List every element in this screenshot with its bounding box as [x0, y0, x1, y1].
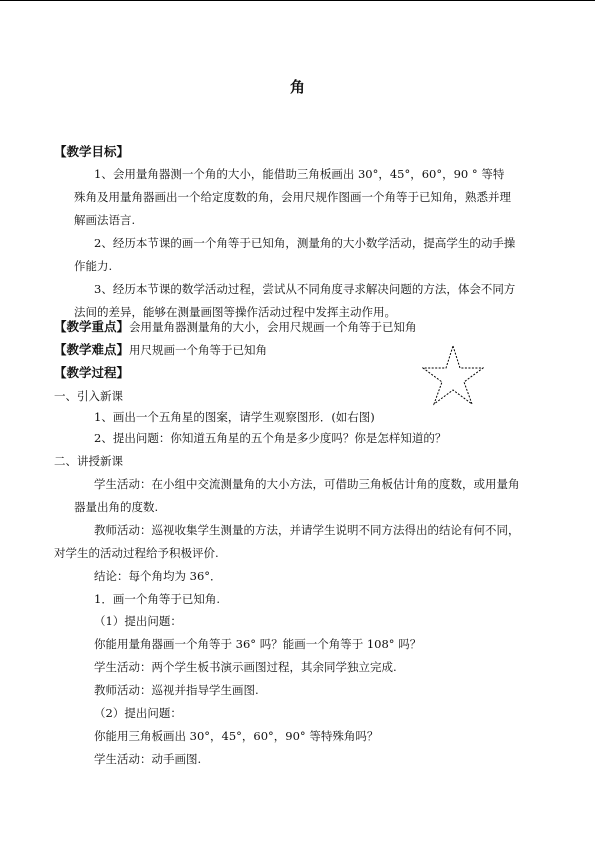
star-figure: [422, 344, 484, 406]
text-line: 对学生的活动过程给予积极评价.: [54, 546, 219, 560]
top-rule: [0, 0, 595, 1]
text-line: 学生活动：在小组中交流测量角的大小方法，可借助三角板估计角的度数，或用量角: [94, 477, 520, 491]
text-line: （2）提出问题：: [94, 706, 182, 720]
section-difficult: 【教学难点】用尺规画一个角等于已知角: [54, 342, 268, 357]
section-process: 【教学过程】: [54, 365, 130, 380]
text-line: 教师活动：巡视并指导学生画图.: [94, 683, 259, 697]
text-line: 解画法语言.: [74, 213, 136, 227]
text-line: 殊角及用量角器画出一个给定度数的角，会用尺规作图画一个角等于已知角，熟悉并理: [74, 190, 511, 204]
text-line: 2、提出问题：你知道五角星的五个角是多少度吗？你是怎样知道的？: [94, 431, 447, 445]
text-line: 二、讲授新课: [54, 454, 123, 468]
text-line: 一、引入新课: [54, 389, 123, 403]
section-goals: 【教学目标】: [54, 144, 130, 159]
text-line: 你能用三角板画出 30°，45°，60°，90° 等特殊角吗？: [94, 729, 379, 743]
key-text: 会用量角器测量角的大小，会用尺规画一个角等于已知角: [129, 320, 417, 334]
text-line: 1、画出一个五角星的图案，请学生观察图形．(如右图): [94, 410, 375, 424]
text-line: 学生活动：两个学生板书演示画图过程，其余同学独立完成.: [94, 660, 397, 674]
text-line: 学生活动：动手画图.: [94, 752, 202, 766]
text-line: 1、会用量角器测一个角的大小，能借助三角板画出 30°，45°，60°，90 ° 等特: [94, 167, 505, 181]
text-line: 1．画一个角等于已知角.: [94, 592, 220, 606]
text-line: 教师活动：巡视收集学生测量的方法，并请学生说明不同方法得出的结论有何不同，: [94, 523, 520, 537]
text-line: 2、经历本节课的画一个角等于已知角，测量角的大小数学活动，提高学生的动手操: [94, 236, 516, 250]
text-line: 3、经历本节课的数学活动过程，尝试从不同角度寻求解决问题的方法，体会不同方: [94, 282, 516, 296]
text-line: （1）提出问题：: [94, 614, 182, 628]
page-title: 角: [289, 78, 305, 96]
text-line: 结论：每个角均为 36°．: [94, 569, 222, 583]
text-line: 作能力.: [74, 259, 113, 273]
section-key: 【教学重点】会用量角器测量角的大小，会用尺规画一个角等于已知角: [54, 319, 417, 334]
text-line: 器量出角的度数.: [74, 500, 159, 514]
text-line: 法间的差异，能够在测量画图等操作活动过程中发挥主动作用。: [74, 305, 396, 319]
text-line: 你能用量角器画一个角等于 36° 吗？能画一个角等于 108° 吗？: [94, 637, 422, 651]
difficult-text: 用尺规画一个角等于已知角: [129, 343, 268, 357]
